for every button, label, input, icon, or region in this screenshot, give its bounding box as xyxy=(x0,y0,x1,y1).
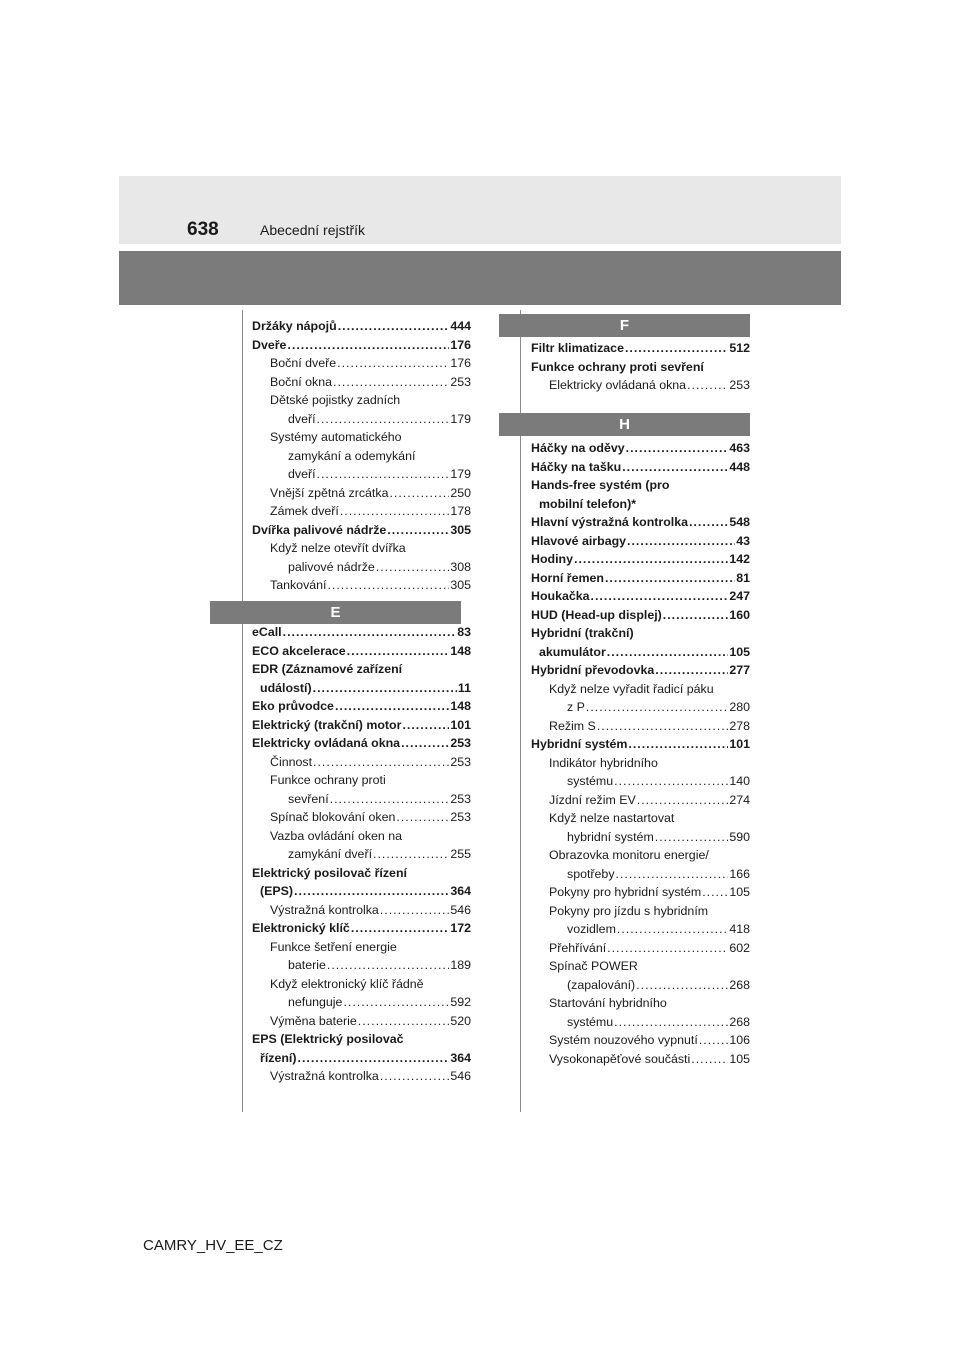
entry-term: (zapalování) xyxy=(567,977,636,992)
dot-leader xyxy=(283,623,457,642)
dot-leader xyxy=(691,1050,728,1069)
dot-leader xyxy=(622,458,728,477)
dot-leader xyxy=(401,734,449,753)
index-entry xyxy=(531,902,750,939)
entry-page-number: 142 xyxy=(729,552,750,566)
entry-page-number: 255 xyxy=(450,847,471,861)
index-entry xyxy=(252,771,471,808)
dot-leader xyxy=(313,679,457,698)
entry-page-number: 148 xyxy=(450,699,471,713)
dot-leader xyxy=(373,845,449,864)
dot-leader xyxy=(605,569,735,588)
entry-term: (EPS) xyxy=(260,884,294,898)
entry-term: Hlavní výstražná kontrolka xyxy=(531,515,689,529)
entry-term: Filtr klimatizace xyxy=(531,341,624,355)
entry-term: spotřeby xyxy=(567,866,615,881)
entry-term: Funkce šetření energie xyxy=(270,939,397,954)
entry-term: zamykání a odemykání xyxy=(288,448,416,463)
index-entry xyxy=(531,809,750,846)
entry-term: Dětské pojistky zadních xyxy=(270,393,401,407)
index-entry xyxy=(531,550,750,569)
entry-term: Vysokonapěťové součásti xyxy=(549,1051,691,1066)
entry-term: Elektronický klíč xyxy=(252,921,350,935)
index-entry xyxy=(252,716,471,735)
entry-term: Funkce ochrany proti xyxy=(270,773,386,787)
entry-page-number: 105 xyxy=(729,644,750,659)
dot-leader xyxy=(347,642,450,661)
letter-heading-e: E xyxy=(210,601,461,624)
entry-page-number: 253 xyxy=(729,378,750,392)
index-entry xyxy=(252,484,471,503)
index-entry xyxy=(531,754,750,791)
index-entry xyxy=(531,939,750,958)
entry-term: vozidlem xyxy=(567,922,616,936)
entry-page-number: 101 xyxy=(450,717,471,732)
entry-term: Režim S xyxy=(549,718,596,733)
index-entry xyxy=(252,734,471,753)
dot-leader xyxy=(607,643,729,662)
entry-term: Horní řemen xyxy=(531,570,604,585)
entry-term: Elektrický (trakční) motor xyxy=(252,717,402,732)
entry-term: EPS (Elektrický posilovač xyxy=(252,1032,404,1046)
entry-term: Obrazovka monitoru energie/ xyxy=(549,848,709,862)
entry-term: Hlavové airbagy xyxy=(531,533,627,548)
entry-term: Hybridní systém xyxy=(531,737,628,751)
entry-page-number: 364 xyxy=(450,1050,471,1065)
index-column-1-d xyxy=(252,317,471,595)
entry-term: Pokyny pro jízdu s hybridním xyxy=(549,903,709,918)
entry-page-number: 253 xyxy=(450,736,471,750)
dot-leader xyxy=(313,753,449,772)
index-entry xyxy=(531,735,750,754)
entry-term: Dveře xyxy=(252,337,287,352)
index-column-2-f xyxy=(531,339,750,395)
entry-term: mobilní telefon)* xyxy=(539,496,637,511)
entry-page-number: 253 xyxy=(450,810,471,824)
entry-page-number: 418 xyxy=(729,922,750,936)
entry-term: zamykání dveří xyxy=(288,847,373,861)
index-entry xyxy=(531,661,750,680)
entry-term: akumulátor xyxy=(539,644,606,659)
entry-page-number: 305 xyxy=(450,578,471,592)
entry-term: Háčky na tašku xyxy=(531,459,622,474)
index-entry xyxy=(252,521,471,540)
entry-page-number: 189 xyxy=(450,958,471,972)
index-entry xyxy=(252,660,471,697)
entry-term: Když nelze nastartovat xyxy=(549,811,675,825)
index-entry xyxy=(252,1012,471,1031)
index-entry xyxy=(531,957,750,994)
dot-leader xyxy=(617,920,728,939)
entry-page-number: 160 xyxy=(729,607,750,622)
entry-term: řízení) xyxy=(260,1050,297,1065)
dot-leader xyxy=(614,1013,728,1032)
dot-leader xyxy=(389,484,449,503)
entry-page-number: 166 xyxy=(729,866,750,881)
entry-page-number: 179 xyxy=(450,467,471,481)
dot-leader xyxy=(663,606,729,625)
dot-leader xyxy=(637,791,729,810)
entry-term: Houkačka xyxy=(531,589,590,603)
dot-leader xyxy=(628,735,728,754)
dot-leader xyxy=(298,1049,450,1068)
entry-term: Systém nouzového vypnutí xyxy=(549,1033,698,1047)
dot-leader xyxy=(699,1031,729,1050)
dot-leader xyxy=(317,410,450,429)
dot-leader xyxy=(597,717,728,736)
dot-leader xyxy=(287,336,449,355)
letter-heading-h: H xyxy=(499,413,750,436)
entry-page-number: 274 xyxy=(729,792,750,807)
dot-leader xyxy=(689,513,728,532)
index-entry xyxy=(531,339,750,358)
index-column-1-e xyxy=(252,623,471,1086)
index-entry xyxy=(252,975,471,1012)
index-entry xyxy=(531,458,750,477)
entry-term: dveří xyxy=(288,411,316,426)
index-entry xyxy=(252,901,471,920)
entry-term: nefunguje xyxy=(288,995,343,1009)
index-entry xyxy=(252,753,471,772)
entry-term: ECO akcelerace xyxy=(252,643,346,658)
entry-page-number: 364 xyxy=(450,884,471,898)
letter-heading-f: F xyxy=(499,314,750,337)
index-entry xyxy=(252,864,471,901)
index-entry xyxy=(252,1030,471,1067)
entry-page-number: 448 xyxy=(729,459,750,474)
index-entry xyxy=(531,883,750,902)
dot-leader xyxy=(616,865,729,884)
entry-term: Výměna baterie xyxy=(270,1013,357,1028)
entry-term: Spínač POWER xyxy=(549,959,638,973)
entry-page-number: 178 xyxy=(450,504,471,518)
index-entry xyxy=(252,938,471,975)
entry-term: Přehřívání xyxy=(549,940,607,955)
entry-term: událostí) xyxy=(260,680,312,695)
dot-leader xyxy=(387,521,449,540)
dot-leader xyxy=(655,828,729,847)
entry-page-number: 105 xyxy=(729,1051,750,1066)
entry-term: Výstražná kontrolka xyxy=(270,1069,379,1083)
footer-model-code: CAMRY_HV_EE_CZ xyxy=(143,1237,283,1254)
index-entry xyxy=(252,317,471,336)
entry-term: Vazba ovládání oken na xyxy=(270,828,403,843)
entry-page-number: 268 xyxy=(729,1014,750,1029)
entry-page-number: 546 xyxy=(450,902,471,917)
entry-term: Hybridní převodovka xyxy=(531,663,655,677)
index-entry xyxy=(252,373,471,392)
entry-page-number: 590 xyxy=(729,829,750,844)
entry-page-number: 253 xyxy=(450,791,471,806)
index-entry xyxy=(252,697,471,716)
entry-page-number: 81 xyxy=(736,570,750,585)
entry-term: hybridní systém xyxy=(567,829,654,844)
dot-leader xyxy=(380,1067,450,1086)
entry-term: HUD (Head-up displej) xyxy=(531,607,662,622)
index-entry xyxy=(531,439,750,458)
entry-term: Výstražná kontrolka xyxy=(270,902,379,917)
entry-term: Hodiny xyxy=(531,552,573,566)
entry-term: Jízdní režim EV xyxy=(549,792,636,807)
entry-term: Háčky na oděvy xyxy=(531,441,625,455)
entry-page-number: 105 xyxy=(729,885,750,899)
entry-page-number: 176 xyxy=(450,356,471,370)
entry-term: baterie xyxy=(288,958,326,972)
index-entry xyxy=(531,513,750,532)
index-column-2-h xyxy=(531,439,750,1068)
entry-term: Když elektronický klíč řádně xyxy=(270,976,424,991)
entry-term: Vnější zpětná zrcátka xyxy=(270,485,389,500)
entry-page-number: 277 xyxy=(729,663,750,677)
entry-term: Systémy automatického xyxy=(270,430,402,444)
dot-leader xyxy=(358,1012,450,1031)
index-entry xyxy=(531,376,750,395)
dot-leader xyxy=(402,716,449,735)
index-entry xyxy=(531,1050,750,1069)
index-entry xyxy=(252,354,471,373)
entry-term: Činnost xyxy=(270,754,313,769)
entry-page-number: 512 xyxy=(729,341,750,355)
entry-page-number: 179 xyxy=(450,411,471,426)
entry-term: systému xyxy=(567,774,614,788)
dot-leader xyxy=(376,558,450,577)
entry-term: Elektricky ovládaná okna xyxy=(549,378,687,392)
entry-term: Držáky nápojů xyxy=(252,319,337,333)
dot-leader xyxy=(327,576,449,595)
entry-term: eCall xyxy=(252,625,282,639)
dot-leader xyxy=(574,550,728,569)
index-entry xyxy=(252,336,471,355)
entry-page-number: 140 xyxy=(729,774,750,788)
entry-page-number: 83 xyxy=(457,625,471,639)
entry-term: Hybridní (trakční) xyxy=(531,626,634,640)
dot-leader xyxy=(627,532,735,551)
index-entry xyxy=(531,476,750,513)
index-entry xyxy=(531,846,750,883)
index-entry xyxy=(252,428,471,484)
entry-term: Když nelze vyřadit řadicí páku xyxy=(549,681,714,696)
entry-page-number: 308 xyxy=(450,559,471,574)
dot-leader xyxy=(586,698,728,717)
dot-leader xyxy=(607,939,728,958)
index-entry xyxy=(531,994,750,1031)
entry-term: Hands-free systém (pro xyxy=(531,478,670,492)
entry-term: systému xyxy=(567,1014,614,1029)
entry-term: EDR (Záznamové zařízení xyxy=(252,662,403,676)
entry-term: Dvířka palivové nádrže xyxy=(252,522,387,537)
entry-term: Funkce ochrany proti sevření xyxy=(531,359,704,374)
entry-page-number: 247 xyxy=(729,589,750,603)
entry-page-number: 253 xyxy=(450,374,471,389)
entry-term: Elektricky ovládaná okna xyxy=(252,736,401,750)
index-entry xyxy=(252,808,471,827)
index-entry xyxy=(531,1031,750,1050)
chapter-title: Abecední rejstřík xyxy=(260,222,366,238)
entry-term: Boční dveře xyxy=(270,356,337,370)
entry-term: sevření xyxy=(288,791,329,806)
entry-page-number: 106 xyxy=(729,1033,750,1047)
index-entry xyxy=(531,791,750,810)
dot-leader xyxy=(340,502,449,521)
dot-leader xyxy=(702,883,728,902)
dot-leader xyxy=(396,808,449,827)
entry-page-number: 11 xyxy=(457,680,471,695)
entry-page-number: 176 xyxy=(450,337,471,352)
dot-leader xyxy=(614,772,728,791)
entry-term: Elektrický posilovač řízení xyxy=(252,865,407,880)
dot-leader xyxy=(317,465,450,484)
index-entry xyxy=(252,502,471,521)
entry-page-number: 305 xyxy=(450,522,471,537)
index-entry xyxy=(531,606,750,625)
index-entry xyxy=(252,623,471,642)
entry-page-number: 278 xyxy=(729,718,750,733)
header-gray-band xyxy=(119,251,841,305)
entry-page-number: 520 xyxy=(450,1013,471,1028)
entry-term: Spínač blokování oken xyxy=(270,810,396,824)
index-entry xyxy=(252,391,471,428)
dot-leader xyxy=(636,976,728,995)
entry-term: Zámek dveří xyxy=(270,504,339,518)
left-column-rule xyxy=(242,310,243,1112)
page-number: 638 xyxy=(187,219,219,240)
entry-page-number: 592 xyxy=(450,995,471,1009)
index-entry xyxy=(252,539,471,576)
dot-leader xyxy=(626,439,729,458)
index-entry xyxy=(252,642,471,661)
entry-term: dveří xyxy=(288,467,316,481)
entry-term: Boční okna xyxy=(270,374,332,389)
dot-leader xyxy=(335,697,449,716)
index-entry xyxy=(252,827,471,864)
entry-page-number: 548 xyxy=(729,515,750,529)
dot-leader xyxy=(333,373,449,392)
index-entry xyxy=(531,624,750,661)
entry-page-number: 280 xyxy=(729,700,750,714)
dot-leader xyxy=(330,790,450,809)
dot-leader xyxy=(351,919,450,938)
entry-term: Tankování xyxy=(270,578,327,592)
entry-page-number: 602 xyxy=(729,940,750,955)
dot-leader xyxy=(380,901,450,920)
dot-leader xyxy=(591,587,729,606)
index-entry xyxy=(531,680,750,717)
index-entry xyxy=(252,919,471,938)
entry-term: Když nelze otevřít dvířka xyxy=(270,541,406,555)
entry-page-number: 148 xyxy=(450,643,471,658)
dot-leader xyxy=(327,956,449,975)
entry-page-number: 268 xyxy=(729,977,750,992)
entry-term: Indikátor hybridního xyxy=(549,755,658,770)
dot-leader xyxy=(655,661,728,680)
dot-leader xyxy=(687,376,728,395)
index-entry xyxy=(252,1067,471,1086)
entry-page-number: 172 xyxy=(450,921,471,935)
entry-page-number: 253 xyxy=(450,754,471,769)
entry-page-number: 250 xyxy=(450,485,471,500)
entry-term: Eko průvodce xyxy=(252,699,334,713)
dot-leader xyxy=(343,993,449,1012)
index-entry xyxy=(531,569,750,588)
index-entry xyxy=(531,717,750,736)
entry-page-number: 101 xyxy=(729,737,750,751)
dot-leader xyxy=(338,317,450,336)
index-entry xyxy=(252,576,471,595)
entry-term: Pokyny pro hybridní systém xyxy=(549,885,702,899)
entry-term: Startování hybridního xyxy=(549,996,667,1010)
header-top-band xyxy=(119,176,841,244)
entry-page-number: 43 xyxy=(736,533,750,548)
dot-leader xyxy=(625,339,728,358)
entry-page-number: 444 xyxy=(450,319,471,333)
dot-leader xyxy=(337,354,449,373)
index-entry xyxy=(531,532,750,551)
entry-page-number: 546 xyxy=(450,1069,471,1083)
dot-leader xyxy=(294,882,449,901)
index-entry xyxy=(531,358,750,377)
index-entry xyxy=(531,587,750,606)
entry-term: palivové nádrže xyxy=(288,559,375,574)
entry-term: z P xyxy=(567,700,585,714)
entry-page-number: 463 xyxy=(729,441,750,455)
